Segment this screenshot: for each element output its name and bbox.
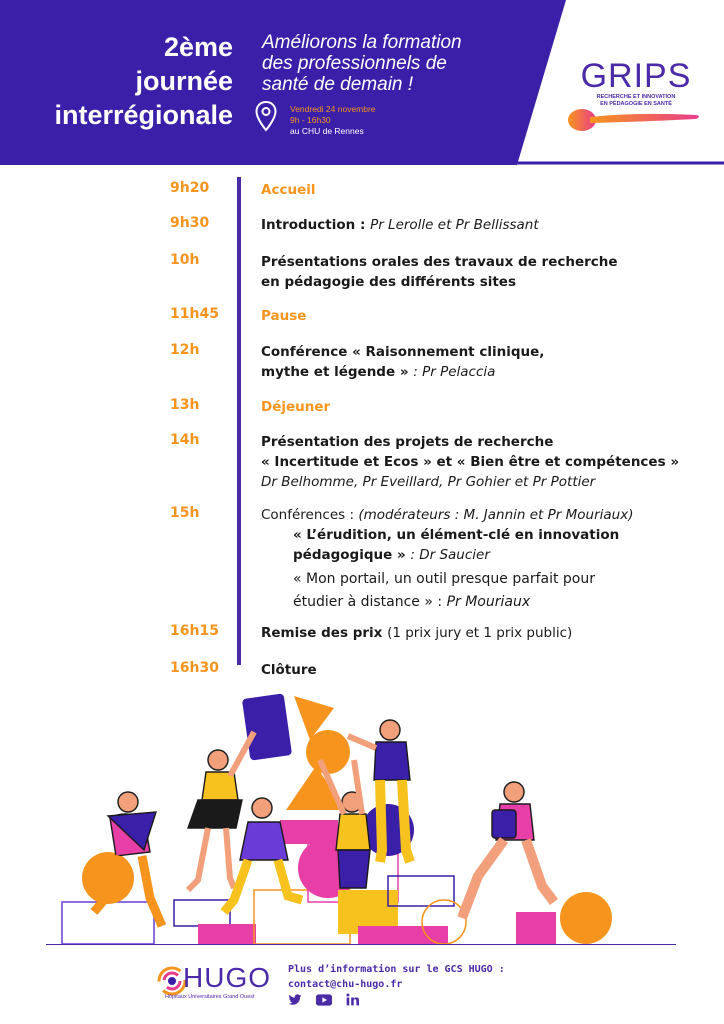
youtube-icon[interactable] <box>316 994 332 1006</box>
timeline-bar <box>237 177 241 665</box>
schedule-speaker: : Dr Saucier <box>410 547 490 563</box>
schedule-talk-line: « Mon portail, un outil presque parfait pour <box>293 571 595 587</box>
schedule-time: 15h <box>170 505 200 521</box>
grips-logo-name: GRIPS <box>580 57 692 95</box>
schedule-desc <box>261 342 701 382</box>
schedule-speaker: Pr Mouriaux <box>446 594 531 610</box>
header-banner <box>0 0 724 165</box>
hugo-logo <box>155 960 275 1004</box>
schedule-time: 11h45 <box>170 306 219 322</box>
teamwork-illustration <box>58 690 658 946</box>
schedule-talk-line: étudier à distance » : <box>293 594 447 610</box>
subtitle-line: santé de demain ! <box>262 74 414 95</box>
schedule-time: 13h <box>170 397 200 413</box>
event-place: au CHU de Rennes <box>290 126 364 136</box>
schedule-speaker: Pr Lerolle et Pr Bellissant <box>370 217 539 233</box>
schedule-time: 14h <box>170 432 200 448</box>
schedule-time: 12h <box>170 342 200 358</box>
schedule-desc <box>261 505 701 614</box>
grips-logo-tagline: RECHERCHE ET INNOVATION <box>596 94 676 100</box>
event-subtitle <box>262 32 532 95</box>
schedule-line: Conférence « Raisonnement clinique, <box>261 344 545 360</box>
contact-info-line: Plus d’information sur le GCS HUGO : <box>288 964 505 975</box>
subtitle-line: des professionnels de <box>262 53 447 74</box>
schedule-line: mythe et légende » <box>261 364 414 380</box>
schedule-line: « Incertitude et Ecos » et « Bien être et compétences » <box>261 454 680 470</box>
schedule-moderators: (modérateurs : M. Jannin et Pr Mouriaux) <box>358 507 634 523</box>
schedule-title: Accueil <box>261 182 316 198</box>
twitter-icon[interactable] <box>288 994 302 1006</box>
schedule-time: 16h15 <box>170 623 219 639</box>
hugo-logo-name: HUGO <box>183 962 271 993</box>
event-info <box>290 104 376 137</box>
title-line: journée <box>135 66 233 96</box>
title-line: interrégionale <box>54 100 233 130</box>
schedule-time: 9h20 <box>170 180 210 196</box>
grips-logo <box>566 58 706 138</box>
schedule-title: Remise des prix <box>261 625 388 641</box>
schedule-time: 10h <box>170 252 200 268</box>
subtitle-line: Améliorons la formation <box>262 32 462 53</box>
grips-logo-tagline: EN PÉDAGOGIE EN SANTÉ <box>600 101 672 107</box>
schedule-title: Déjeuner <box>261 399 331 415</box>
schedule-time: 9h30 <box>170 215 210 231</box>
schedule-line: Présentation des projets de recherche <box>261 434 554 450</box>
event-date: Vendredi 24 novembre <box>290 104 376 114</box>
footer-divider <box>46 944 676 945</box>
schedule-title: Pause <box>261 308 307 324</box>
schedule-desc <box>261 215 701 235</box>
schedule-speaker: : Pr Pelaccia <box>413 364 496 380</box>
social-links <box>288 993 359 1006</box>
linkedin-icon[interactable] <box>346 993 359 1006</box>
schedule-line: en pédagogie des différents sites <box>261 274 517 290</box>
schedule-line: Présentations orales des travaux de recherche <box>261 254 618 270</box>
schedule-time: 16h30 <box>170 660 219 676</box>
schedule-desc <box>261 252 701 292</box>
hugo-logo-subtitle: Hôpitaux Universitaires Grand Ouest <box>165 994 255 1000</box>
schedule-desc <box>261 623 701 643</box>
schedule-title: Clôture <box>261 662 317 678</box>
schedule-detail: (1 prix jury et 1 prix public) <box>387 625 573 641</box>
schedule-desc <box>261 432 701 492</box>
location-pin-icon <box>255 101 277 133</box>
event-hours: 9h - 16h30 <box>290 115 331 125</box>
schedule-speaker: Dr Belhomme, Pr Eveillard, Pr Gohier et Pr Pottier <box>261 474 596 490</box>
contact-email-link[interactable]: contact@chu-hugo.fr <box>288 979 403 990</box>
schedule-talk-line: « L’érudition, un élément-clé en innovation <box>293 527 620 543</box>
contact-block <box>288 962 505 992</box>
event-title <box>18 30 233 132</box>
title-line: 2ème <box>163 32 233 62</box>
schedule-title: Introduction : <box>261 217 371 233</box>
grips-swoosh-icon <box>566 108 706 134</box>
schedule-talk-line: pédagogique » <box>293 547 411 563</box>
schedule-title: Conférences : <box>261 507 359 523</box>
